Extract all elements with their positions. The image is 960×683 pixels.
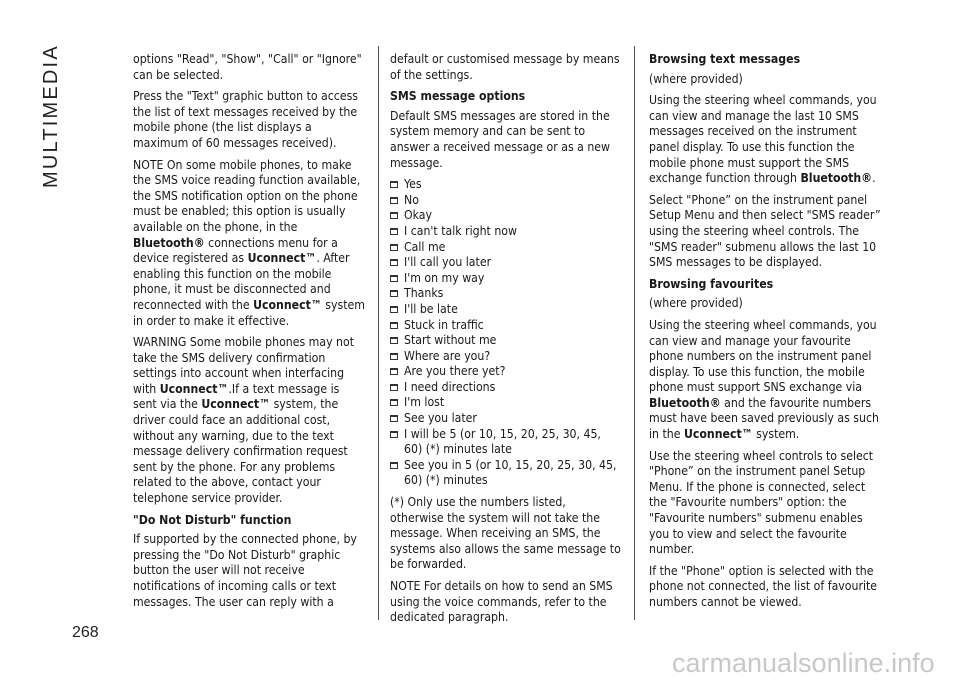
list-item: See you later: [390, 411, 622, 427]
list-item: I'll be late: [390, 302, 622, 318]
sms-message-list: [390, 177, 622, 489]
message-icon: [390, 197, 398, 204]
message-icon: [390, 431, 398, 438]
list-item: No: [390, 193, 622, 209]
message-icon: [390, 244, 398, 251]
message-icon: [390, 337, 398, 344]
page-number: 268: [72, 624, 99, 641]
list-item: I'm lost: [390, 395, 622, 411]
message-icon: [390, 275, 398, 282]
list-item: Call me: [390, 240, 622, 256]
list-item: See you in 5 (or 10, 15, 20, 25, 30, 45, 60) (*) minutes: [390, 458, 622, 489]
paragraph: Default SMS messages are stored in the system memory and can be sent to answer a received message or as a new message.: [390, 108, 611, 170]
column-1: [133, 52, 365, 616]
message-icon: [390, 462, 398, 469]
list-item: Okay: [390, 208, 622, 224]
message-icon: [390, 322, 398, 329]
message-icon: [390, 415, 398, 422]
paragraph: Press the "Text" graphic button to access the list of text messages received by the mobile phone (the list displays a maximum of 60 messages received).: [133, 89, 359, 150]
paragraph: Use the steering wheel controls to select "Phone” on the instrument panel Setup Menu. If the phone is connected, select the "Favourite numbers" option: the "Favourite numbers" submenu enables you to view and select the favourite number.: [649, 448, 874, 557]
paragraph: Using the steering wheel commands, you can view and manage the last 10 SMS messages received on the instrument panel display. To use this function the mobile phone must support the SMS exchange function through Bluetooth®.: [649, 93, 877, 186]
section-heading: SMS message options: [390, 89, 526, 104]
message-icon: [390, 368, 398, 375]
warning-paragraph: WARNING Some mobile phones may not take the SMS delivery confirmation settings into account when interfacing with Uconnect™.If a text message is sent via the Uconnect™ system, the driver could face an additional cost, without any warning, due to the text message delivery confirmation request sent by the phone. For any problems related to the above, contact your telephone service provider.: [133, 335, 354, 506]
paragraph: options "Read", "Show", "Call" or "Ignore" can be selected.: [133, 52, 362, 82]
paragraph: Select "Phone” on the instrument panel Setup Menu and then select "SMS reader” using the steering wheel controls. The "SMS reader" submenu allows the last 10 SMS messages to be displayed.: [649, 192, 881, 270]
list-item: Start without me: [390, 333, 622, 349]
column-divider: [378, 46, 379, 620]
list-item: I need directions: [390, 380, 622, 396]
message-icon: [390, 306, 398, 313]
list-item: Where are you?: [390, 349, 622, 365]
column-3: [649, 52, 881, 617]
paragraph: default or customised message by means of the settings.: [390, 52, 620, 82]
column-divider: [634, 46, 635, 620]
message-icon: [390, 353, 398, 360]
paragraph: (where provided): [649, 71, 743, 86]
list-item: Are you there yet?: [390, 364, 622, 380]
list-item: I will be 5 (or 10, 15, 20, 25, 30, 45, 60) (*) minutes late: [390, 427, 622, 458]
section-heading: Browsing text messages: [649, 52, 801, 66]
watermark: carmanualsonline.info: [672, 648, 935, 678]
message-icon: [390, 259, 398, 266]
message-icon: [390, 181, 398, 188]
list-item: I can't talk right now: [390, 224, 622, 240]
list-item: Thanks: [390, 286, 622, 302]
column-2: [390, 52, 622, 632]
section-heading: "Do Not Disturb" function: [133, 512, 292, 527]
paragraph: (where provided): [649, 296, 743, 311]
section-heading: Browsing favourites: [649, 276, 774, 291]
list-item: Yes: [390, 177, 622, 193]
message-icon: [390, 384, 398, 391]
message-icon: [390, 212, 398, 219]
list-item: I'll call you later: [390, 255, 622, 271]
note-paragraph: NOTE On some mobile phones, to make the SMS voice reading function available, the SMS notification option on the phone must be enabled; this option is usually available on the phone, in the Bluetooth® connections menu for a device registered as Uconnect™. After enabling this function on the mobile phone, it must be disconnected and reconnected with the Uconnect™ system in order to make it effective.: [133, 157, 365, 328]
message-icon: [390, 290, 398, 297]
message-icon: [390, 228, 398, 235]
list-item: Stuck in traffic: [390, 318, 622, 334]
message-icon: [390, 399, 398, 406]
paragraph: (*) Only use the numbers listed, otherwise the system will not take the message. When receiving an SMS, the systems also allows the same message to be forwarded.: [390, 495, 621, 572]
section-title: MULTIMEDIA: [40, 44, 62, 188]
paragraph: Using the steering wheel commands, you can view and manage your favourite phone numbers on the instrument panel display. To use this function, the mobile phone must support SNS exchange via Bluetooth® and the favourite numbers must have been saved previously as such in the Uconnect™ system.: [649, 317, 879, 442]
paragraph: If supported by the connected phone, by pressing the "Do Not Disturb" graphic button the user will not receive notifications of incoming calls or text messages. The user can reply with a: [133, 532, 357, 609]
note-paragraph: NOTE For details on how to send an SMS using the voice commands, refer to the dedicated paragraph.: [390, 579, 613, 625]
list-item: I'm on my way: [390, 271, 622, 287]
paragraph: If the "Phone" option is selected with the phone not connected, the list of favourite numbers cannot be viewed.: [649, 563, 878, 609]
